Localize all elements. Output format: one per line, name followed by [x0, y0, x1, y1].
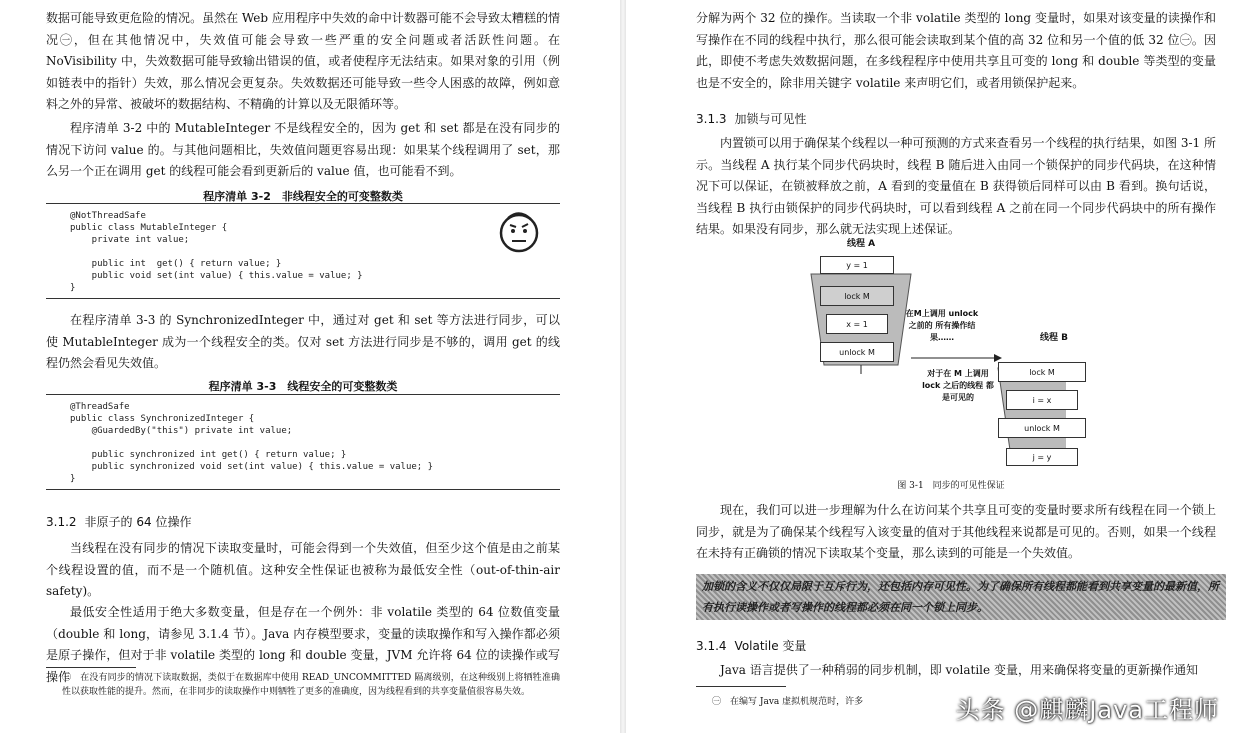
code-line: @NotThreadSafe — [70, 211, 146, 221]
code-line: } — [70, 474, 76, 484]
section-heading: 3.1.2 非原子的 64 位操作 — [46, 515, 192, 529]
footnote-rule — [696, 686, 786, 687]
code-line: public int get() { return value; } — [70, 259, 282, 269]
code-line: public class SynchronizedInteger { — [70, 414, 255, 424]
code-line: public void set(int value) { this.value = value; } — [70, 271, 363, 281]
diagram-box: unlock M — [820, 342, 894, 362]
footnote-rule — [46, 667, 136, 668]
diagram-box: j = y — [1006, 448, 1078, 466]
section-heading: 3.1.3 加锁与可见性 — [696, 112, 807, 126]
code-line: @GuardedBy("this") private int value; — [70, 426, 293, 436]
code-listing — [46, 394, 560, 490]
thread-a-label: 线程 A — [846, 239, 876, 249]
paragraph: 分解为两个 32 位的操作。当读取一个非 volatile 类型的 long 变量时，如果对该变量的读操作和写操作在不同的线程中执行，那么很可能会读取到某个值的高 32 位和另一个值的低 32 位㊀。因此，即使不考虑失效数据问题，在多线程程序中使用共享且可变的 long 和 double 等类型的变量也是不安全的，除非用关键字 volatile 来声明它们，或者用锁保护起来。 — [696, 11, 1216, 90]
diagram-box: y = 1 — [820, 256, 894, 274]
paragraph: 最低安全性适用于绝大多数变量，但是存在一个例外：非 volatile 类型的 64 位数值变量（double 和 long，请参见 3.1.4 节）。Java 内存模型要求，变量的读取操作和写入操作都必须是原子操作，但对于非 volatile 类型的 long 和 double 变量，JVM 允许将 64 位的读操作或写操作 — [46, 605, 560, 684]
footnote: ㊀ 在编写 Java 虚拟机规范时，许多 — [712, 697, 864, 707]
diagram-note: 在M上调用 unlock之前的 所有操作结果…… — [905, 309, 979, 342]
diagram-box: unlock M — [998, 418, 1086, 438]
code-line: } — [70, 283, 76, 293]
listing-caption: 程序清单 3-3 线程安全的可变整数类 — [208, 380, 398, 393]
paragraph: 现在，我们可以进一步理解为什么在访问某个共享且可变的变量时要求所有线程在同一个锁上同步，就是为了确保某个线程写入该变量的值对于其他线程来说都是可见的。否则，如果一个线程在未持有正确锁的情况下读取某个变量，那么读到的可能是一个失效值。 — [696, 503, 1216, 560]
listing-caption: 程序清单 3-2 非线程安全的可变整数类 — [203, 190, 403, 203]
paragraph: 程序清单 3-2 中的 MutableInteger 不是线程安全的，因为 get 和 set 都是在没有同步的情况下访问 value 的。与其他问题相比，失效值问题更容易出现：如果某个线程调用了 set，那么另一个正在调用 get 的线程可能会看到更新后的 value 值，也可能看不到。 — [46, 121, 560, 178]
paragraph: 当线程在没有同步的情况下读取变量时，可能会得到一个失效值，但至少这个值是由之前某个线程设置的值，而不是一个随机值。这种安全性保证也被称为最低安全性（out-of-thin-air safety)。 — [46, 541, 560, 598]
diagram-box: i = x — [1006, 390, 1078, 410]
right-page — [626, 0, 1239, 733]
section-heading: 3.1.4 Volatile 变量 — [696, 639, 807, 653]
diagram-box: lock M — [998, 362, 1086, 382]
diagram-box: lock M — [820, 286, 894, 306]
code-line — [70, 437, 560, 449]
code-listing — [46, 203, 560, 299]
worried-face-icon — [498, 210, 540, 254]
highlight-box: 加锁的含义不仅仅局限于互斥行为，还包括内存可见性。为了确保所有线程都能看到共享变量的最新值，所有执行读操作或者写操作的线程都必须在同一个锁上同步。 — [696, 574, 1226, 620]
thread-b-label: 线程 B — [1040, 333, 1068, 343]
code-line: public synchronized void set(int value) { this.value = value; } — [70, 462, 434, 472]
paragraph: 在程序清单 3-3 的 SynchronizedInteger 中，通过对 get 和 set 等方法进行同步，可以使 MutableInteger 成为一个线程安全的类。仅对 set 方法进行同步是不够的，调用 get 的线程仍然会看见失效值。 — [46, 313, 560, 370]
code-line: public synchronized int get() { return value; } — [70, 450, 347, 460]
code-line: @ThreadSafe — [70, 402, 130, 412]
paragraph: 内置锁可以用于确保某个线程以一种可预测的方式来查看另一个线程的执行结果，如图 3-1 所示。当线程 A 执行某个同步代码块时，线程 B 随后进入由同一个锁保护的同步代码块，在这种情况下可以保证，在锁被释放之前，A 看到的变量值在 B 获得锁后同样可以由 B 看到。换句话说，当线程 B 执行由锁保护的同步代码块时，可以看到线程 A 之前在同一个同步代码块中的所有操作结果。如果没有同步，那么就无法实现上述保证。 — [696, 136, 1216, 236]
footnote: ㊀ 在没有同步的情况下读取数据，类似于在数据库中使用 READ_UNCOMMITTED 隔离级别，在这种级别上将牺牲准确性以获取性能的提升。然而，在非同步的读取操作中则牺牲了更多的准确度，因为线程看到的共享变量值很容易失效。 — [62, 673, 560, 697]
code-line — [70, 246, 560, 258]
paragraph: Java 语言提供了一种稍弱的同步机制，即 volatile 变量，用来确保将变量的更新操作通知 — [720, 663, 1198, 677]
code-line: private int value; — [70, 235, 190, 245]
paragraph: 数据可能导致更危险的情况。虽然在 Web 应用程序中失效的命中计数器可能不会导致太糟糕的情况㊀，但在其他情况中，失效值可能会导致一些严重的安全问题或者活跃性问题。在 NoVisibility 中，失效数据可能导致输出错误的值，或者使程序无法结束。如果对象的引用（例如链表中的指针）失效，那么情况会更复杂。失效数据还可能导致一些令人困惑的故障，例如意料之外的异常、被破坏的数据结构、不精确的计算以及无限循环等。 — [46, 11, 560, 111]
diagram-note: 对于在 M 上调用 lock 之后的线程 都是可见的 — [922, 369, 994, 402]
figure-caption: 图 3-1 同步的可见性保证 — [897, 481, 1005, 491]
diagram-box: x = 1 — [826, 314, 888, 334]
code-line: public class MutableInteger { — [70, 223, 228, 233]
watermark: 头条 @麒麟Java工程师 — [955, 696, 1219, 724]
